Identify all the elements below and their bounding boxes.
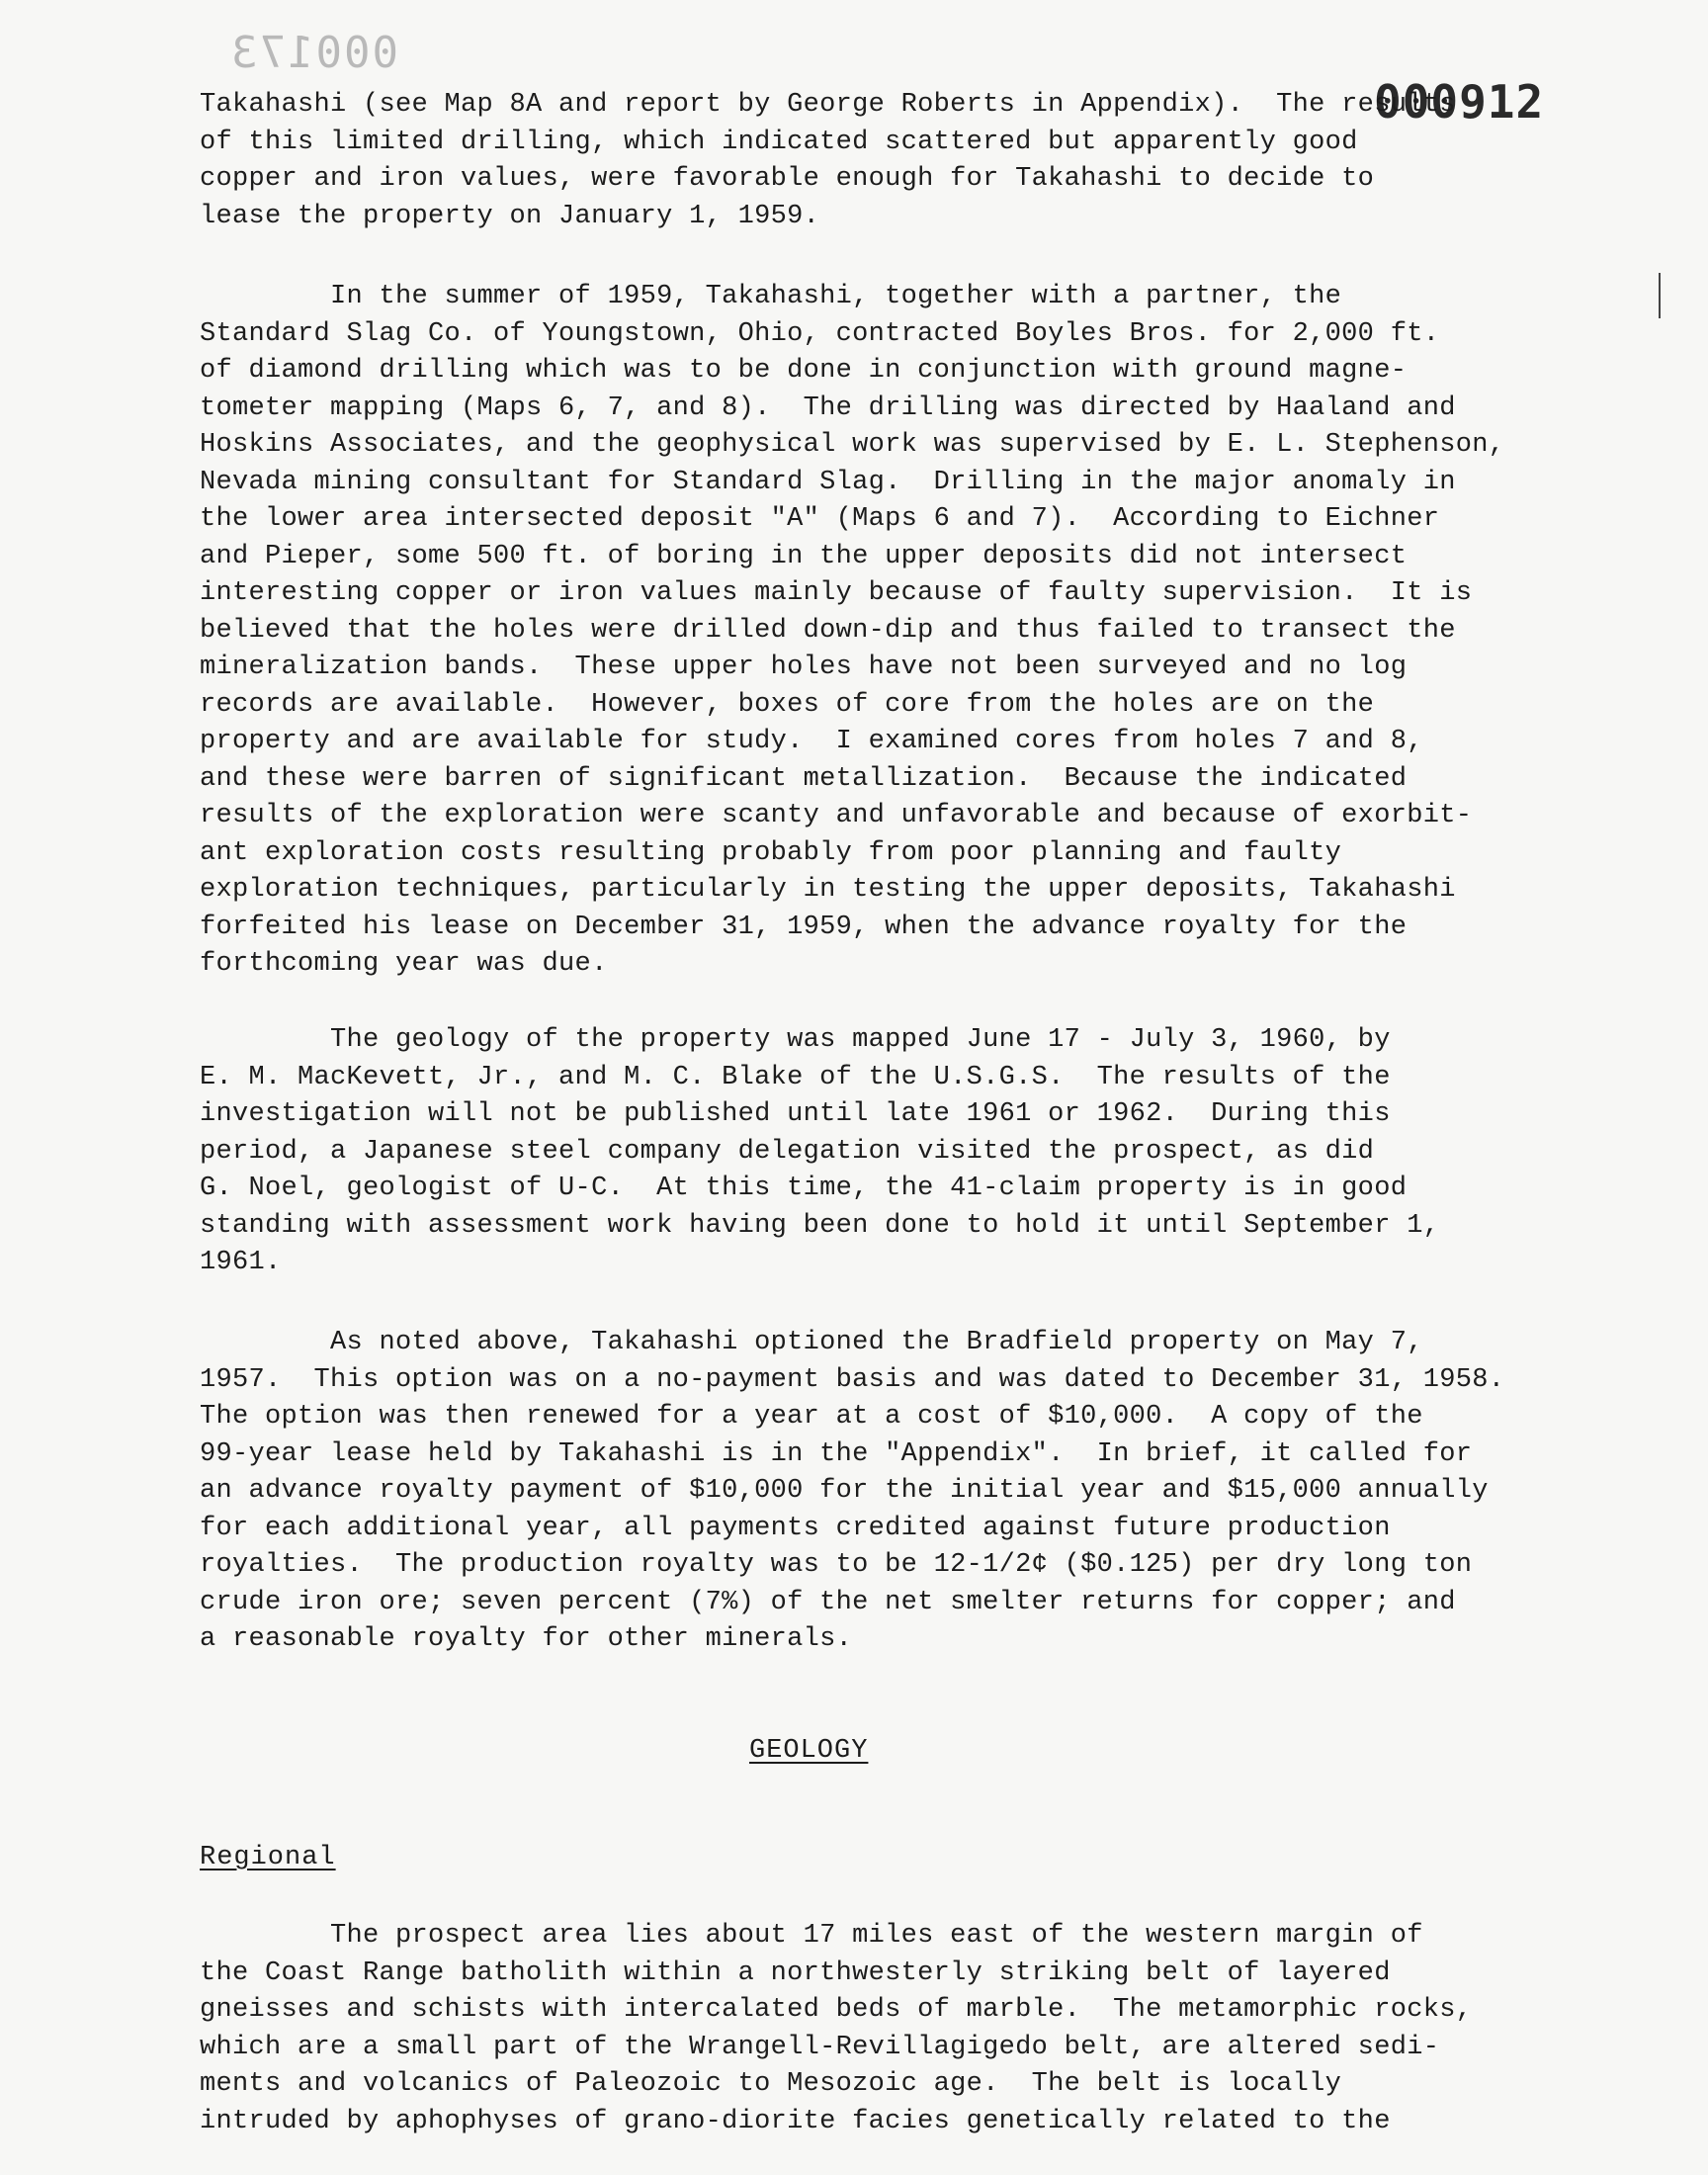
text-line: 1961.	[200, 1248, 282, 1277]
text-line: an advance royalty payment of $10,000 for the initial year and $15,000 annually	[200, 1476, 1489, 1506]
text-line: a reasonable royalty for other minerals.	[200, 1624, 853, 1654]
text-line: which are a small part of the Wrangell-Revillagigedo belt, are altered sedi-	[200, 2032, 1440, 2062]
text-line: ant exploration costs resulting probably from poor planning and faulty	[200, 837, 1342, 868]
text-line: records are available. However, boxes of core from the holes are on the	[200, 689, 1375, 720]
text-line: royalties. The production royalty was to be 12-1/2¢ ($0.125) per dry long ton	[200, 1550, 1473, 1580]
text-line: for each additional year, all payments credited against future production	[200, 1513, 1391, 1543]
subsection-heading: Regional	[200, 1843, 336, 1872]
text-line: ments and volcanics of Paleozoic to Mesozoic age. The belt is locally	[200, 2069, 1342, 2099]
paragraph-4	[200, 1325, 1653, 1659]
text-line: The geology of the property was mapped June 17 - July 3, 1960, by	[200, 1025, 1391, 1055]
text-line: of this limited drilling, which indicated scattered but apparently good	[200, 127, 1358, 157]
text-line: mineralization bands. These upper holes have not been surveyed and no log	[200, 652, 1408, 682]
text-line: of diamond drilling which was to be done in conjunction with ground magne-	[200, 356, 1408, 386]
text-line: exploration techniques, particularly in testing the upper deposits, Takahashi	[200, 875, 1456, 905]
text-line: the lower area intersected deposit "A" (Maps 6 and 7). According to Eichner	[200, 504, 1440, 534]
text-line: Takahashi (see Map 8A and report by George Roberts in Appendix). The results	[200, 90, 1456, 120]
text-line: lease the property on January 1, 1959.	[200, 201, 820, 231]
text-line: forthcoming year was due.	[200, 949, 608, 979]
text-line: Standard Slag Co. of Youngstown, Ohio, contracted Boyles Bros. for 2,000 ft.	[200, 318, 1440, 349]
text-line: copper and iron values, were favorable enough for Takahashi to decide to	[200, 164, 1375, 194]
text-line: In the summer of 1959, Takahashi, together with a partner, the	[200, 282, 1342, 311]
margin-mark	[1659, 273, 1661, 318]
text-line: believed that the holes were drilled down-dip and thus failed to transect the	[200, 615, 1456, 646]
section-heading: GEOLOGY	[749, 1736, 869, 1766]
text-line: results of the exploration were scanty and unfavorable and because of exorbit-	[200, 801, 1473, 830]
text-line: forfeited his lease on December 31, 1959, when the advance royalty for the	[200, 912, 1408, 942]
text-line: intruded by aphophyses of grano-diorite facies genetically related to the	[200, 2106, 1391, 2136]
text-line: Hoskins Associates, and the geophysical work was supervised by E. L. Stephenson,	[200, 430, 1505, 460]
page-number-stamp: 000912	[1374, 75, 1545, 129]
paragraph-3	[200, 1022, 1653, 1282]
paragraph-2	[200, 279, 1653, 984]
text-line: standing with assessment work having been done to hold it until September 1,	[200, 1210, 1440, 1241]
text-line: The option was then renewed for a year at a cost of $10,000. A copy of the	[200, 1402, 1423, 1432]
text-line: tometer mapping (Maps 6, 7, and 8). The drilling was directed by Haaland and	[200, 392, 1456, 423]
text-line: As noted above, Takahashi optioned the Bradfield property on May 7,	[200, 1328, 1423, 1357]
text-line: G. Noel, geologist of U-C. At this time, the 41-claim property is in good	[200, 1174, 1408, 1203]
text-line: investigation will not be published until late 1961 or 1962. During this	[200, 1099, 1391, 1129]
text-line: 99-year lease held by Takahashi is in the "Appendix". In brief, it called for	[200, 1438, 1473, 1469]
text-line: and Pieper, some 500 ft. of boring in the upper deposits did not intersect	[200, 541, 1408, 571]
text-line: E. M. MacKevett, Jr., and M. C. Blake of the U.S.G.S. The results of the	[200, 1062, 1391, 1092]
text-line: gneisses and schists with intercalated beds of marble. The metamorphic rocks,	[200, 1995, 1473, 2025]
text-line: period, a Japanese steel company delegation visited the prospect, as did	[200, 1136, 1375, 1167]
text-line: The prospect area lies about 17 miles east of the western margin of	[200, 1921, 1423, 1951]
archive-stamp-top-left: 000173	[229, 28, 398, 78]
text-line: crude iron ore; seven percent (7%) of the net smelter returns for copper; and	[200, 1587, 1456, 1617]
text-line: interesting copper or iron values mainly because of faulty supervision. It is	[200, 578, 1473, 608]
text-line: 1957. This option was on a no-payment basis and was dated to December 31, 1958.	[200, 1364, 1505, 1395]
text-line: Nevada mining consultant for Standard Slag. Drilling in the major anomaly in	[200, 467, 1456, 497]
text-line: the Coast Range batholith within a northwesterly striking belt of layered	[200, 1958, 1391, 1988]
paragraph-5	[200, 1918, 1653, 2140]
text-line: property and are available for study. I examined cores from holes 7 and 8,	[200, 727, 1423, 756]
paragraph-1	[200, 87, 1653, 235]
text-line: and these were barren of significant metallization. Because the indicated	[200, 763, 1408, 794]
